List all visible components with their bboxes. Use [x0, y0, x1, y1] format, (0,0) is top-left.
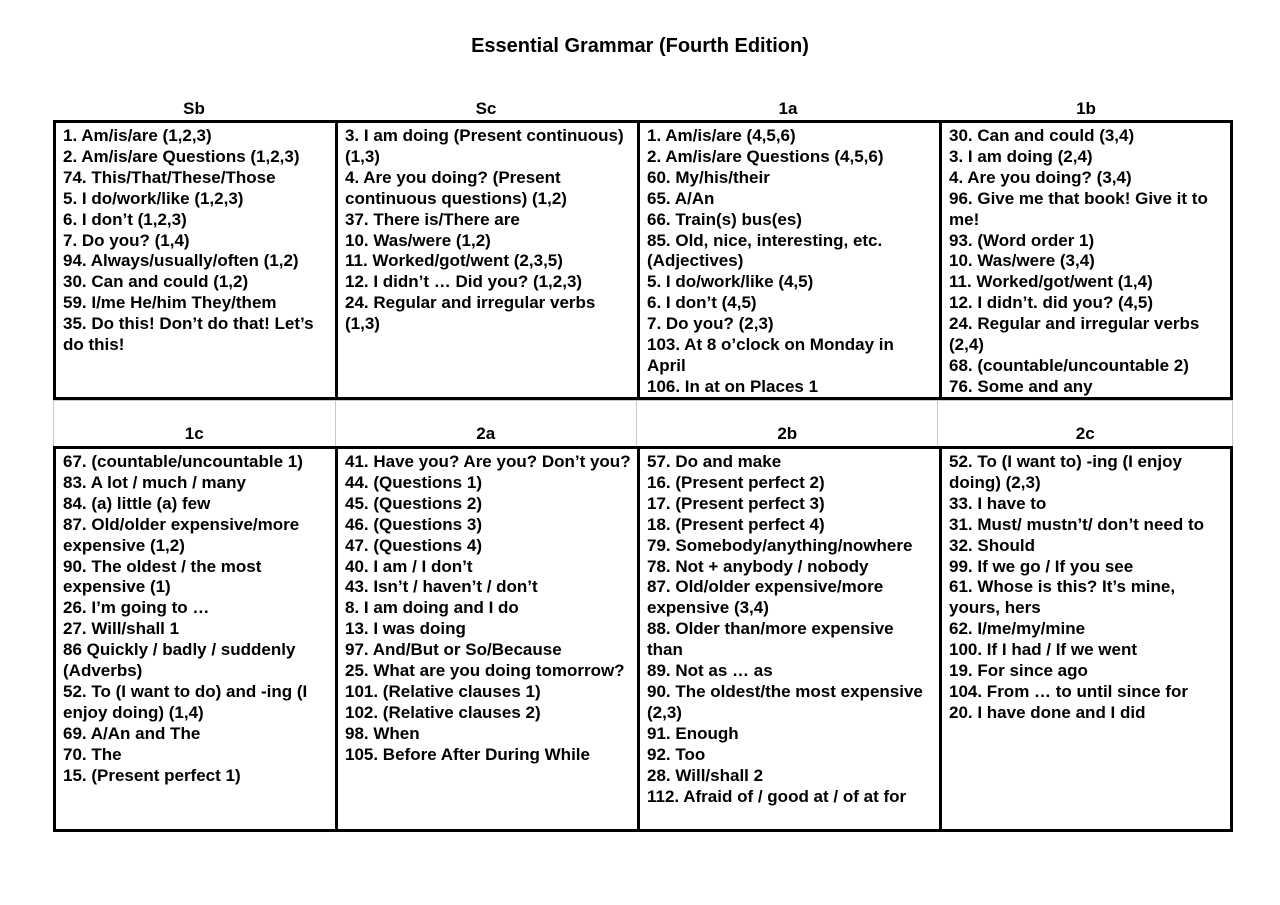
- list-item: 88. Older than/more expensive than: [647, 619, 894, 660]
- list-item: 61. Whose is this? It’s mine, yours, hers: [949, 577, 1176, 618]
- list-item: 31. Must/ mustn’t/ don’t need to: [949, 514, 1204, 534]
- list-item: 30. Can and could (3,4): [949, 126, 1135, 145]
- list-item: 46. (Questions 3): [345, 514, 482, 534]
- list-item: 90. The oldest / the most expensive (1): [63, 556, 262, 597]
- grammar-table: [53, 98, 1233, 832]
- list-item: 99. If we go / If you see: [949, 556, 1134, 576]
- list-item: 47. (Questions 4): [345, 535, 482, 555]
- row-1-headers: [53, 98, 1233, 120]
- list-item: 1. Am/is/are (1,2,3): [63, 126, 212, 145]
- list-item: 70. The: [63, 744, 122, 764]
- list-item: 98. When: [345, 723, 420, 743]
- list-item: 79. Somebody/anything/nowhere: [647, 535, 913, 555]
- list-item: 5. I do/work/like (1,2,3): [63, 188, 244, 208]
- column-cell: [56, 449, 338, 829]
- list-item: 26. I’m going to …: [63, 598, 210, 618]
- column-cell: [338, 449, 640, 829]
- list-item: 12. I didn’t. did you? (4,5): [949, 293, 1154, 313]
- list-item: 15. (Present perfect 1): [63, 765, 241, 785]
- list-item: 19. For since ago: [949, 661, 1088, 681]
- list-item: 4. Are you doing? (3,4): [949, 167, 1132, 187]
- list-item: 85. Old, nice, interesting, etc. (Adjectives): [647, 230, 883, 271]
- list-item: 78. Not + anybody / nobody: [647, 556, 869, 576]
- list-item: 10. Was/were (1,2): [345, 230, 491, 250]
- list-item: 12. I didn’t … Did you? (1,2,3): [345, 272, 583, 292]
- list-item: 18. (Present perfect 4): [647, 514, 825, 534]
- list-item: 84. (a) little (a) few: [63, 493, 211, 513]
- column-heading: Sb: [183, 99, 205, 118]
- list-item: 2. Am/is/are Questions (4,5,6): [647, 146, 884, 166]
- list-item: 59. I/me He/him They/them: [63, 293, 277, 313]
- list-item: 66. Train(s) bus(es): [647, 209, 802, 229]
- list-item: 13. I was doing: [345, 619, 466, 639]
- list-item: 90. The oldest/the most expensive (2,3): [647, 681, 923, 722]
- page-title: Essential Grammar (Fourth Edition): [471, 35, 809, 57]
- list-item: 87. Old/older expensive/more expensive (1,2): [63, 514, 300, 555]
- list-item: 91. Enough: [647, 723, 739, 743]
- list-item: 89. Not as … as: [647, 661, 773, 681]
- list-item: 7. Do you? (1,4): [63, 230, 190, 250]
- list-item: 86 Quickly / badly / suddenly (Adverbs): [63, 640, 296, 681]
- list-item: 32. Should: [949, 535, 1035, 555]
- list-item: 101. (Relative clauses 1): [345, 681, 541, 701]
- list-item: 93. (Word order 1): [949, 230, 1095, 250]
- list-item: 103. At 8 o’clock on Monday in April: [647, 335, 894, 375]
- list-item: 6. I don’t (4,5): [647, 293, 757, 313]
- list-item: 1. Am/is/are (4,5,6): [647, 126, 796, 145]
- list-item: 67. (countable/uncountable 1): [63, 452, 303, 471]
- list-item: 87. Old/older expensive/more expensive (3,4): [647, 577, 884, 618]
- column-heading: 1b: [1076, 99, 1096, 118]
- column-cell: [640, 123, 942, 397]
- column-heading: 2b: [637, 401, 938, 446]
- column-cell: [942, 123, 1230, 397]
- list-item: 69. A/An and The: [63, 723, 201, 743]
- list-item: 3. I am doing (Present continuous) (1,3): [345, 126, 624, 166]
- column-heading: 1a: [778, 99, 798, 118]
- list-item: 20. I have done and I did: [949, 702, 1146, 722]
- list-item: 106. In at on Places 1: [647, 376, 819, 396]
- list-item: 45. (Questions 2): [345, 493, 482, 513]
- list-item: 4. Are you doing? (Present continuous questions) (1,2): [345, 167, 567, 208]
- column-cell: [640, 449, 942, 829]
- list-item: 94. Always/usually/often (1,2): [63, 251, 299, 271]
- list-item: 35. Do this! Don’t do that! Let’s do this!: [63, 314, 314, 355]
- list-item: 24. Regular and irregular verbs (2,4): [949, 314, 1200, 355]
- list-item: 52. To (I want to do) and -ing (I enjoy doing) (1,4): [63, 681, 308, 722]
- row-2-headers: [53, 400, 1233, 446]
- list-item: 76. Some and any: [949, 376, 1093, 396]
- list-item: 27. Will/shall 1: [63, 619, 180, 639]
- list-item: 100. If I had / If we went: [949, 640, 1137, 660]
- list-item: 60. My/his/their: [647, 167, 770, 187]
- list-item: 37. There is/There are: [345, 209, 520, 229]
- list-item: 92. Too: [647, 744, 706, 764]
- column-heading: 2a: [336, 401, 637, 446]
- list-item: 28. Will/shall 2: [647, 765, 764, 785]
- list-item: 52. To (I want to) -ing (I enjoy doing) (2,3): [949, 452, 1182, 492]
- list-item: 24. Regular and irregular verbs (1,3): [345, 293, 596, 334]
- list-item: 44. (Questions 1): [345, 472, 482, 492]
- list-item: 104. From … to until since for: [949, 681, 1188, 701]
- list-item: 96. Give me that book! Give it to me!: [949, 188, 1208, 229]
- list-item: 97. And/But or So/Because: [345, 640, 562, 660]
- list-item: 68. (countable/uncountable 2): [949, 355, 1189, 375]
- list-item: 62. I/me/my/mine: [949, 619, 1086, 639]
- list-item: 25. What are you doing tomorrow?: [345, 661, 625, 681]
- list-item: 10. Was/were (3,4): [949, 251, 1095, 271]
- list-item: 83. A lot / much / many: [63, 472, 246, 492]
- list-item: 112. Afraid of / good at / of at for: [647, 786, 907, 806]
- list-item: 6. I don’t (1,2,3): [63, 209, 187, 229]
- list-item: 41. Have you? Are you? Don’t you?: [345, 452, 631, 471]
- list-item: 57. Do and make: [647, 452, 782, 471]
- list-item: 3. I am doing (2,4): [949, 146, 1093, 166]
- list-item: 105. Before After During While: [345, 744, 590, 764]
- column-heading: Sc: [475, 99, 497, 118]
- list-item: 2. Am/is/are Questions (1,2,3): [63, 146, 300, 166]
- list-item: 7. Do you? (2,3): [647, 314, 774, 334]
- row-2-body: [53, 446, 1233, 832]
- list-item: 65. A/An: [647, 188, 715, 208]
- list-item: 16. (Present perfect 2): [647, 472, 825, 492]
- list-item: 8. I am doing and I do: [345, 598, 519, 618]
- column-heading: 1c: [54, 401, 336, 446]
- list-item: 33. I have to: [949, 493, 1047, 513]
- list-item: 17. (Present perfect 3): [647, 493, 825, 513]
- row-1-body: [53, 120, 1233, 400]
- column-heading: 2c: [1075, 424, 1095, 443]
- list-item: 5. I do/work/like (4,5): [647, 272, 814, 292]
- list-item: 43. Isn’t / haven’t / don’t: [345, 577, 538, 597]
- column-cell: [338, 123, 640, 397]
- list-item: 11. Worked/got/went (2,3,5): [345, 251, 563, 271]
- list-item: 102. (Relative clauses 2): [345, 702, 541, 722]
- list-item: 74. This/That/These/Those: [63, 167, 276, 187]
- list-item: 40. I am / I don’t: [345, 556, 473, 576]
- column-cell: [942, 449, 1230, 829]
- list-item: 11. Worked/got/went (1,4): [949, 272, 1153, 292]
- column-cell: [56, 123, 338, 397]
- list-item: 30. Can and could (1,2): [63, 272, 249, 292]
